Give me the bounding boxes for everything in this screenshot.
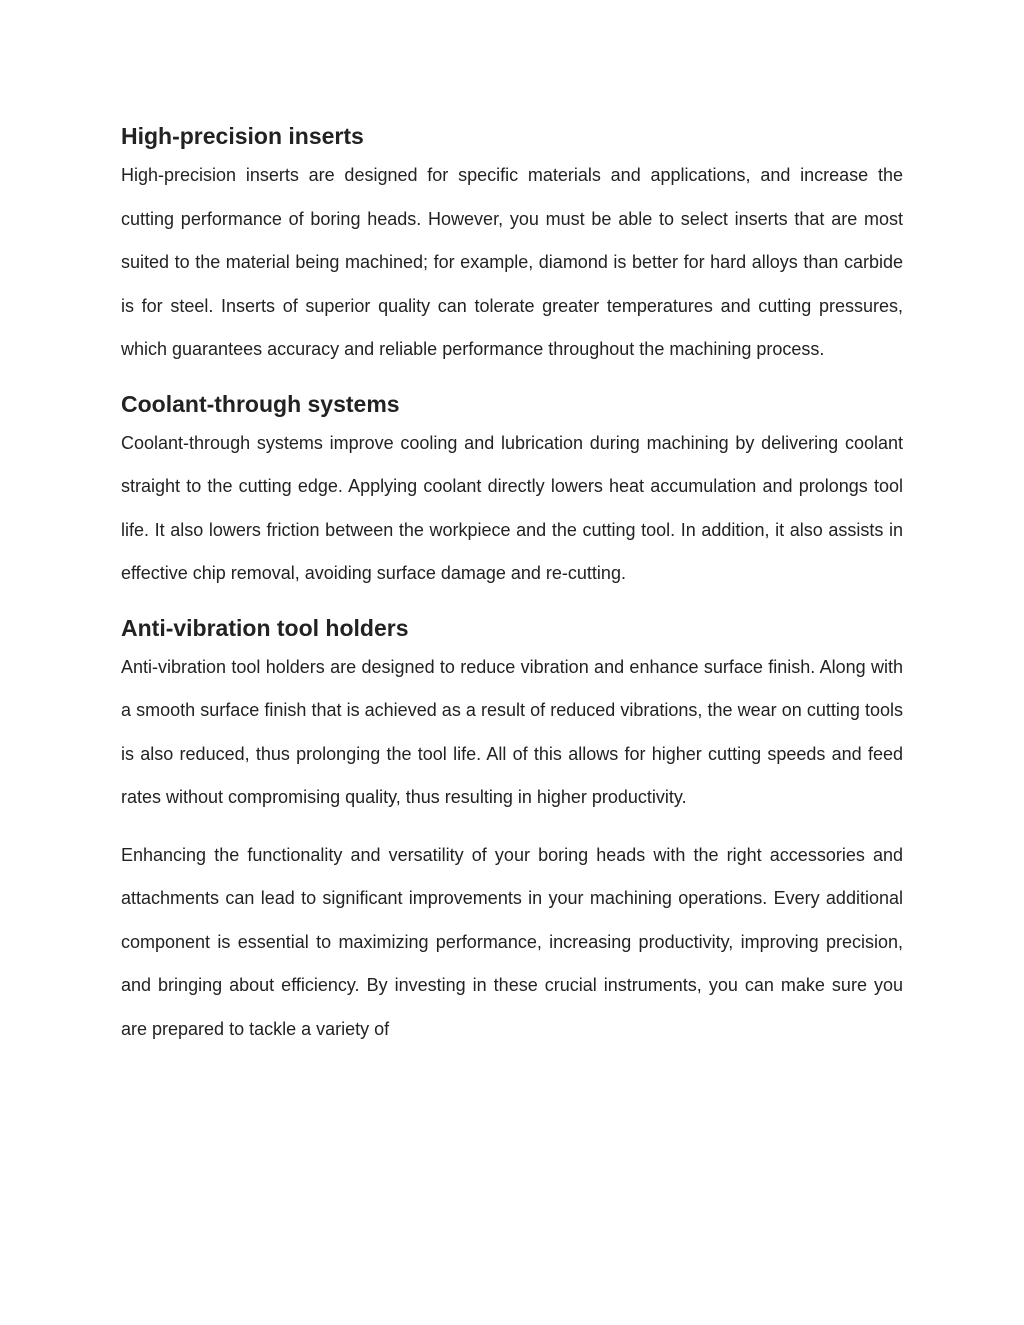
closing-paragraph: Enhancing the functionality and versatility of your boring heads with the right accessories and attachments can lead to significant improvements in your machining operations. Every additional component is essential to maximizing performance, increasing productivity, improving precision, and bringing about efficiency. By investing in these crucial instruments, you can make sure you are prepared to tackle a variety of bbox=[121, 844, 903, 1039]
section-body: Coolant-through systems improve cooling and lubrication during machining by delivering coolant straight to the cutting edge. Applying coolant directly lowers heat accumulation and prolongs tool life. It also lowers friction between the workpiece and the cutting tool. In addition, it also assists in effective chip removal, avoiding surface damage and re-cutting. bbox=[121, 432, 903, 583]
section-body: High-precision inserts are designed for specific materials and applications, and increase the cutting performance of boring heads. However, you must be able to select inserts that are most suited to the material being machined; for example, diamond is better for hard alloys than carbide is for steel. Inserts of superior quality can tolerate greater temperatures and cutting pressures, which guarantees accuracy and reliable performance throughout the machining process. bbox=[121, 165, 903, 359]
section-high-precision-inserts bbox=[121, 118, 903, 372]
section-heading: High-precision inserts bbox=[121, 123, 364, 149]
section-heading: Coolant-through systems bbox=[121, 390, 400, 417]
section-coolant-through-systems bbox=[121, 386, 903, 596]
section-body: Anti-vibration tool holders are designed to reduce vibration and enhance surface finish. Along with a smooth surface finish that is achieved as a result of reduced vibrations, the wear on cutting tools is also reduced, thus prolonging the tool life. All of this allows for higher cutting speeds and feed rates without compromising quality, thus resulting in higher productivity. bbox=[121, 656, 903, 807]
section-heading: Anti-vibration tool holders bbox=[121, 614, 409, 641]
section-anti-vibration-tool-holders bbox=[121, 610, 903, 820]
document-page bbox=[121, 118, 903, 1051]
